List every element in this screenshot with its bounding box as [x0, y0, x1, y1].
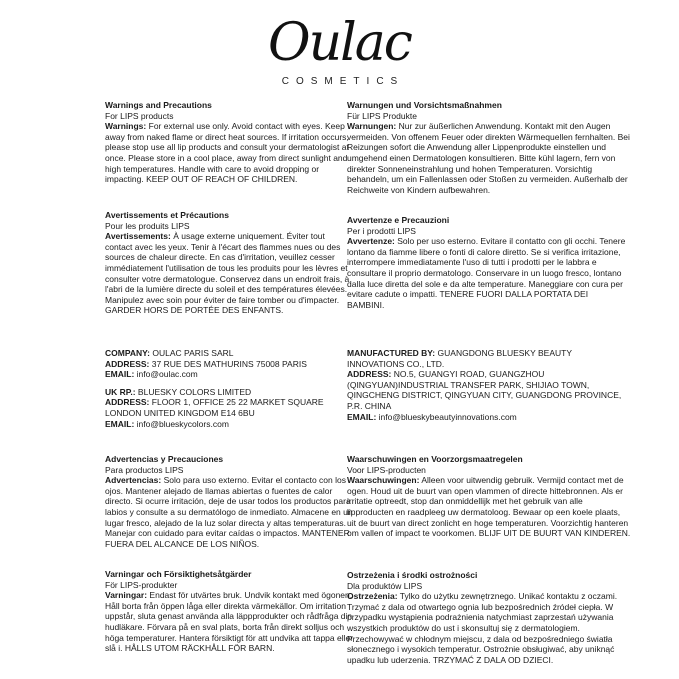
- section-warnings-dutch: [347, 454, 631, 539]
- section-subtitle: Für LIPS Produkte: [347, 110, 417, 121]
- info-line-email: [105, 419, 355, 430]
- section-warnings-french: [105, 210, 353, 316]
- section-title: Warnungen und Vorsichtsmaßnahmen: [347, 100, 502, 110]
- info-value: FLOOR 1, OFFICE 25 22 MARKET SQUARE LONDON UNITED KINGDOM E14 6BU: [105, 397, 324, 418]
- brand-tagline: COSMETICS: [281, 75, 405, 87]
- section-body-text: Solo per uso esterno. Evitare il contatto con gli occhi. Tenere lontano da fiamme libere o fonti di calore diretto. Se si verifica irritazione, interrompere immediatamente l'uso di tutti i prodotti per le labbra e consultare il proprio dermatologo. Conservare in un luogo fresco, lontano dalla luce diretta del sole e da alte temperature. Maneggiare con cura per evitare cadute o impatti. TENERE FUORI DALLA PORTATA DEI BAMBINI.: [347, 236, 626, 310]
- info-line-email: [105, 369, 355, 380]
- info-line-address: [105, 359, 355, 370]
- section-warnings-polish: [347, 570, 631, 665]
- section-subtitle: För LIPS-produkter: [105, 579, 178, 590]
- info-line-company: [105, 348, 355, 359]
- section-subtitle: Para productos LIPS: [105, 464, 184, 475]
- section-body: [347, 236, 627, 310]
- uk-rp-info: [105, 387, 355, 429]
- info-label: ADDRESS:: [105, 358, 150, 369]
- section-body-text: Solo para uso externo. Evitar el contacto con los ojos. Mantener alejado de llamas abiertas o fuentes de calor directo. Si ocurre irritación, deje de usar todos los productos para labios y consulte a su dermatólogo de inmediato. Almacene en un lugar fresco, alejado de la luz solar directa y altas temperaturas. Manejar con cuidado para evitar caídas o impactos. MANTENER FUERA DEL ALCANCE DE LOS NIÑOS.: [105, 475, 353, 549]
- section-subtitle: Pour les produits LIPS: [105, 220, 190, 231]
- section-warnings-german: [347, 100, 630, 195]
- section-title: Advertencias y Precauciones: [105, 454, 224, 464]
- section-lead: Warnings:: [105, 121, 147, 132]
- section-lead: Avvertenze:: [347, 236, 395, 247]
- info-label: MANUFACTURED BY:: [347, 348, 436, 358]
- info-value: BLUESKY COLORS LIMITED: [137, 386, 252, 397]
- section-subtitle: Voor LIPS-producten: [347, 464, 426, 475]
- section-body-text: Tylko do użytku zewnętrznego. Unikać kontaktu z oczami. Trzymać z dala od otwartego ognia lub bezpośrednich źródeł ciepła. W przypadku wystąpienia podrażnienia natychmiast zaprzestań używania wszystkich produktów do ust i skonsultuj się z dermatologiem. Przechowywać w chłodnym miejscu, z dala od bezpośredniego światła słonecznego i wysokich temperatur. Ostrożnie obsługiwać, aby uniknąć upadku lub uderzenia. TRZYMAĆ Z DALA OD DZIECI.: [347, 591, 618, 665]
- section-body: [347, 121, 630, 195]
- info-label: EMAIL:: [347, 411, 377, 422]
- section-lead: Ostrzeżenia:: [347, 591, 398, 602]
- info-label: ADDRESS:: [347, 369, 392, 380]
- section-body-text: Nur zur äußerlichen Anwendung. Kontakt mit den Augen vermeiden. Von offenem Feuer oder direkten Wärmequellen fernhalten. Bei Reizungen sofort die Anwendung aller Lippenprodukte einstellen und umgehend einen Dermatologen konsultieren. Bitte kühl lagern, fern von direkter Sonneneinstrahlung und hohen Temperaturen. Vorsichtig behandeln, um ein Fallenlassen oder Stoßen zu vermeiden. Außerhalb der Reichweite von Kindern aufbewahren.: [347, 121, 630, 195]
- info-label: EMAIL:: [105, 418, 135, 429]
- section-subtitle: For LIPS products: [105, 110, 174, 121]
- info-line-manufacturer: [347, 348, 629, 369]
- section-title: Warnings and Precautions: [105, 100, 212, 110]
- info-line-ukrp: [105, 387, 355, 398]
- section-body: [105, 121, 350, 185]
- section-lead: Warnungen:: [347, 121, 397, 132]
- section-body: [347, 475, 631, 539]
- brand-header: [0, 13, 679, 87]
- section-title: Avertissements et Précautions: [105, 210, 229, 220]
- info-label: ADDRESS:: [105, 397, 150, 408]
- info-line-email: [347, 412, 629, 423]
- info-value: info@blueskybeautyinnovations.com: [378, 411, 517, 422]
- section-title: Waarschuwingen en Voorzorgsmaatregelen: [347, 454, 523, 464]
- info-label: EMAIL:: [105, 369, 135, 380]
- info-value: OULAC PARIS SARL: [152, 348, 234, 358]
- section-warnings-english: [105, 100, 350, 185]
- manufacturer-info-block: [347, 348, 629, 422]
- section-title: Avvertenze e Precauzioni: [347, 215, 450, 225]
- section-lead: Advertencias:: [105, 475, 162, 486]
- info-label: UK RP.:: [105, 386, 136, 397]
- section-body-text: For external use only. Avoid contact with eyes. Keep away from naked flame or direct heat sources. If irritation occurs, please stop use all lip products and consult your dermatologist at once. Please store in a cool place, away from direct sunlight and high temperatures. Handle with care to avoid dropping or impacting. KEEP OUT OF REACH OF CHILDREN.: [105, 121, 349, 185]
- section-subtitle: Dla produktów LIPS: [347, 580, 423, 591]
- section-lead: Varningar:: [105, 590, 148, 601]
- info-value: 37 RUE DES MATHURINS 75008 PARIS: [151, 358, 307, 369]
- info-value: info@oulac.com: [136, 369, 198, 380]
- brand-logo: Oulac: [268, 13, 411, 73]
- info-line-address: [105, 397, 355, 418]
- info-label: COMPANY:: [105, 348, 151, 358]
- company-info-block: [105, 348, 355, 429]
- info-line-address: [347, 369, 629, 411]
- section-warnings-spanish: [105, 454, 355, 549]
- section-title: Varningar och Försiktighetsåtgärder: [105, 569, 252, 579]
- section-warnings-swedish: [105, 569, 355, 654]
- section-body: [347, 591, 631, 665]
- manufacturer-info: [347, 348, 629, 422]
- section-body-text: À usage externe uniquement. Éviter tout contact avec les yeux. Tenir à l'écart des flammes nues ou des sources de chaleur directe. En cas d'irritation, veuillez cesser immédiatement l'utilisation de tous les produits pour les lèvres et consulter votre dermatologue. Conservez dans un endroit frais, à l'abri de la lumière directe du soleil et des températures élevées. Manipulez avec soin pour éviter de faire tomber ou d'impacter. GARDER HORS DE PORTÉE DES ENFANTS.: [105, 231, 350, 316]
- info-value: GUANGDONG BLUESKY BEAUTY INNOVATIONS CO., LTD.: [347, 348, 572, 369]
- section-body-text: Endast för utvärtes bruk. Undvik kontakt med ögonen. Håll borta från öppen låga eller direkta värmekällor. Om irritation uppstår, sluta genast använda alla läppprodukter och rådfråga din hudläkare. Förvara på en sval plats, borta från direkt solljus och höga temperaturer. Hantera försiktigt för att undvika att tappa eller slå i. HÅLLS UTOM RÄCKHÅLL FÖR BARN.: [105, 590, 354, 654]
- section-subtitle: Per i prodotti LIPS: [347, 225, 416, 236]
- section-warnings-italian: [347, 215, 627, 310]
- info-value: NO.5, GUANGYI ROAD, GUANGZHOU (QINGYUAN)INDUSTRIAL TRANSFER PARK, SHIJIAO TOWN, QINGCHENG DISTRICT, QINGYUAN CITY, GUANGDONG PROVINCE, P.R. CHINA: [347, 369, 622, 411]
- info-value: info@blueskycolors.com: [136, 418, 229, 429]
- distributor-info: [105, 348, 355, 380]
- section-body: [105, 590, 355, 654]
- section-body: [105, 231, 353, 316]
- section-title: Ostrzeżenia i środki ostrożności: [347, 570, 478, 580]
- section-body: [105, 475, 355, 549]
- section-body-text: Alleen voor uitwendig gebruik. Vermijd contact met de ogen. Houd uit de buurt van open vlammen of directe hittebronnen. Als er irritatie optreedt, stop dan onmiddellijk met het gebruik van alle lipproducten en raadpleeg uw dermatoloog. Bewaar op een koele plaats, uit de buurt van direct zonlicht en hoge temperaturen. Voorzichtig hanteren om vallen of impact te voorkomen. BLIJF UIT DE BUURT VAN KINDEREN.: [347, 475, 631, 539]
- section-lead: Waarschuwingen:: [347, 475, 420, 486]
- section-lead: Avertissements:: [105, 231, 171, 242]
